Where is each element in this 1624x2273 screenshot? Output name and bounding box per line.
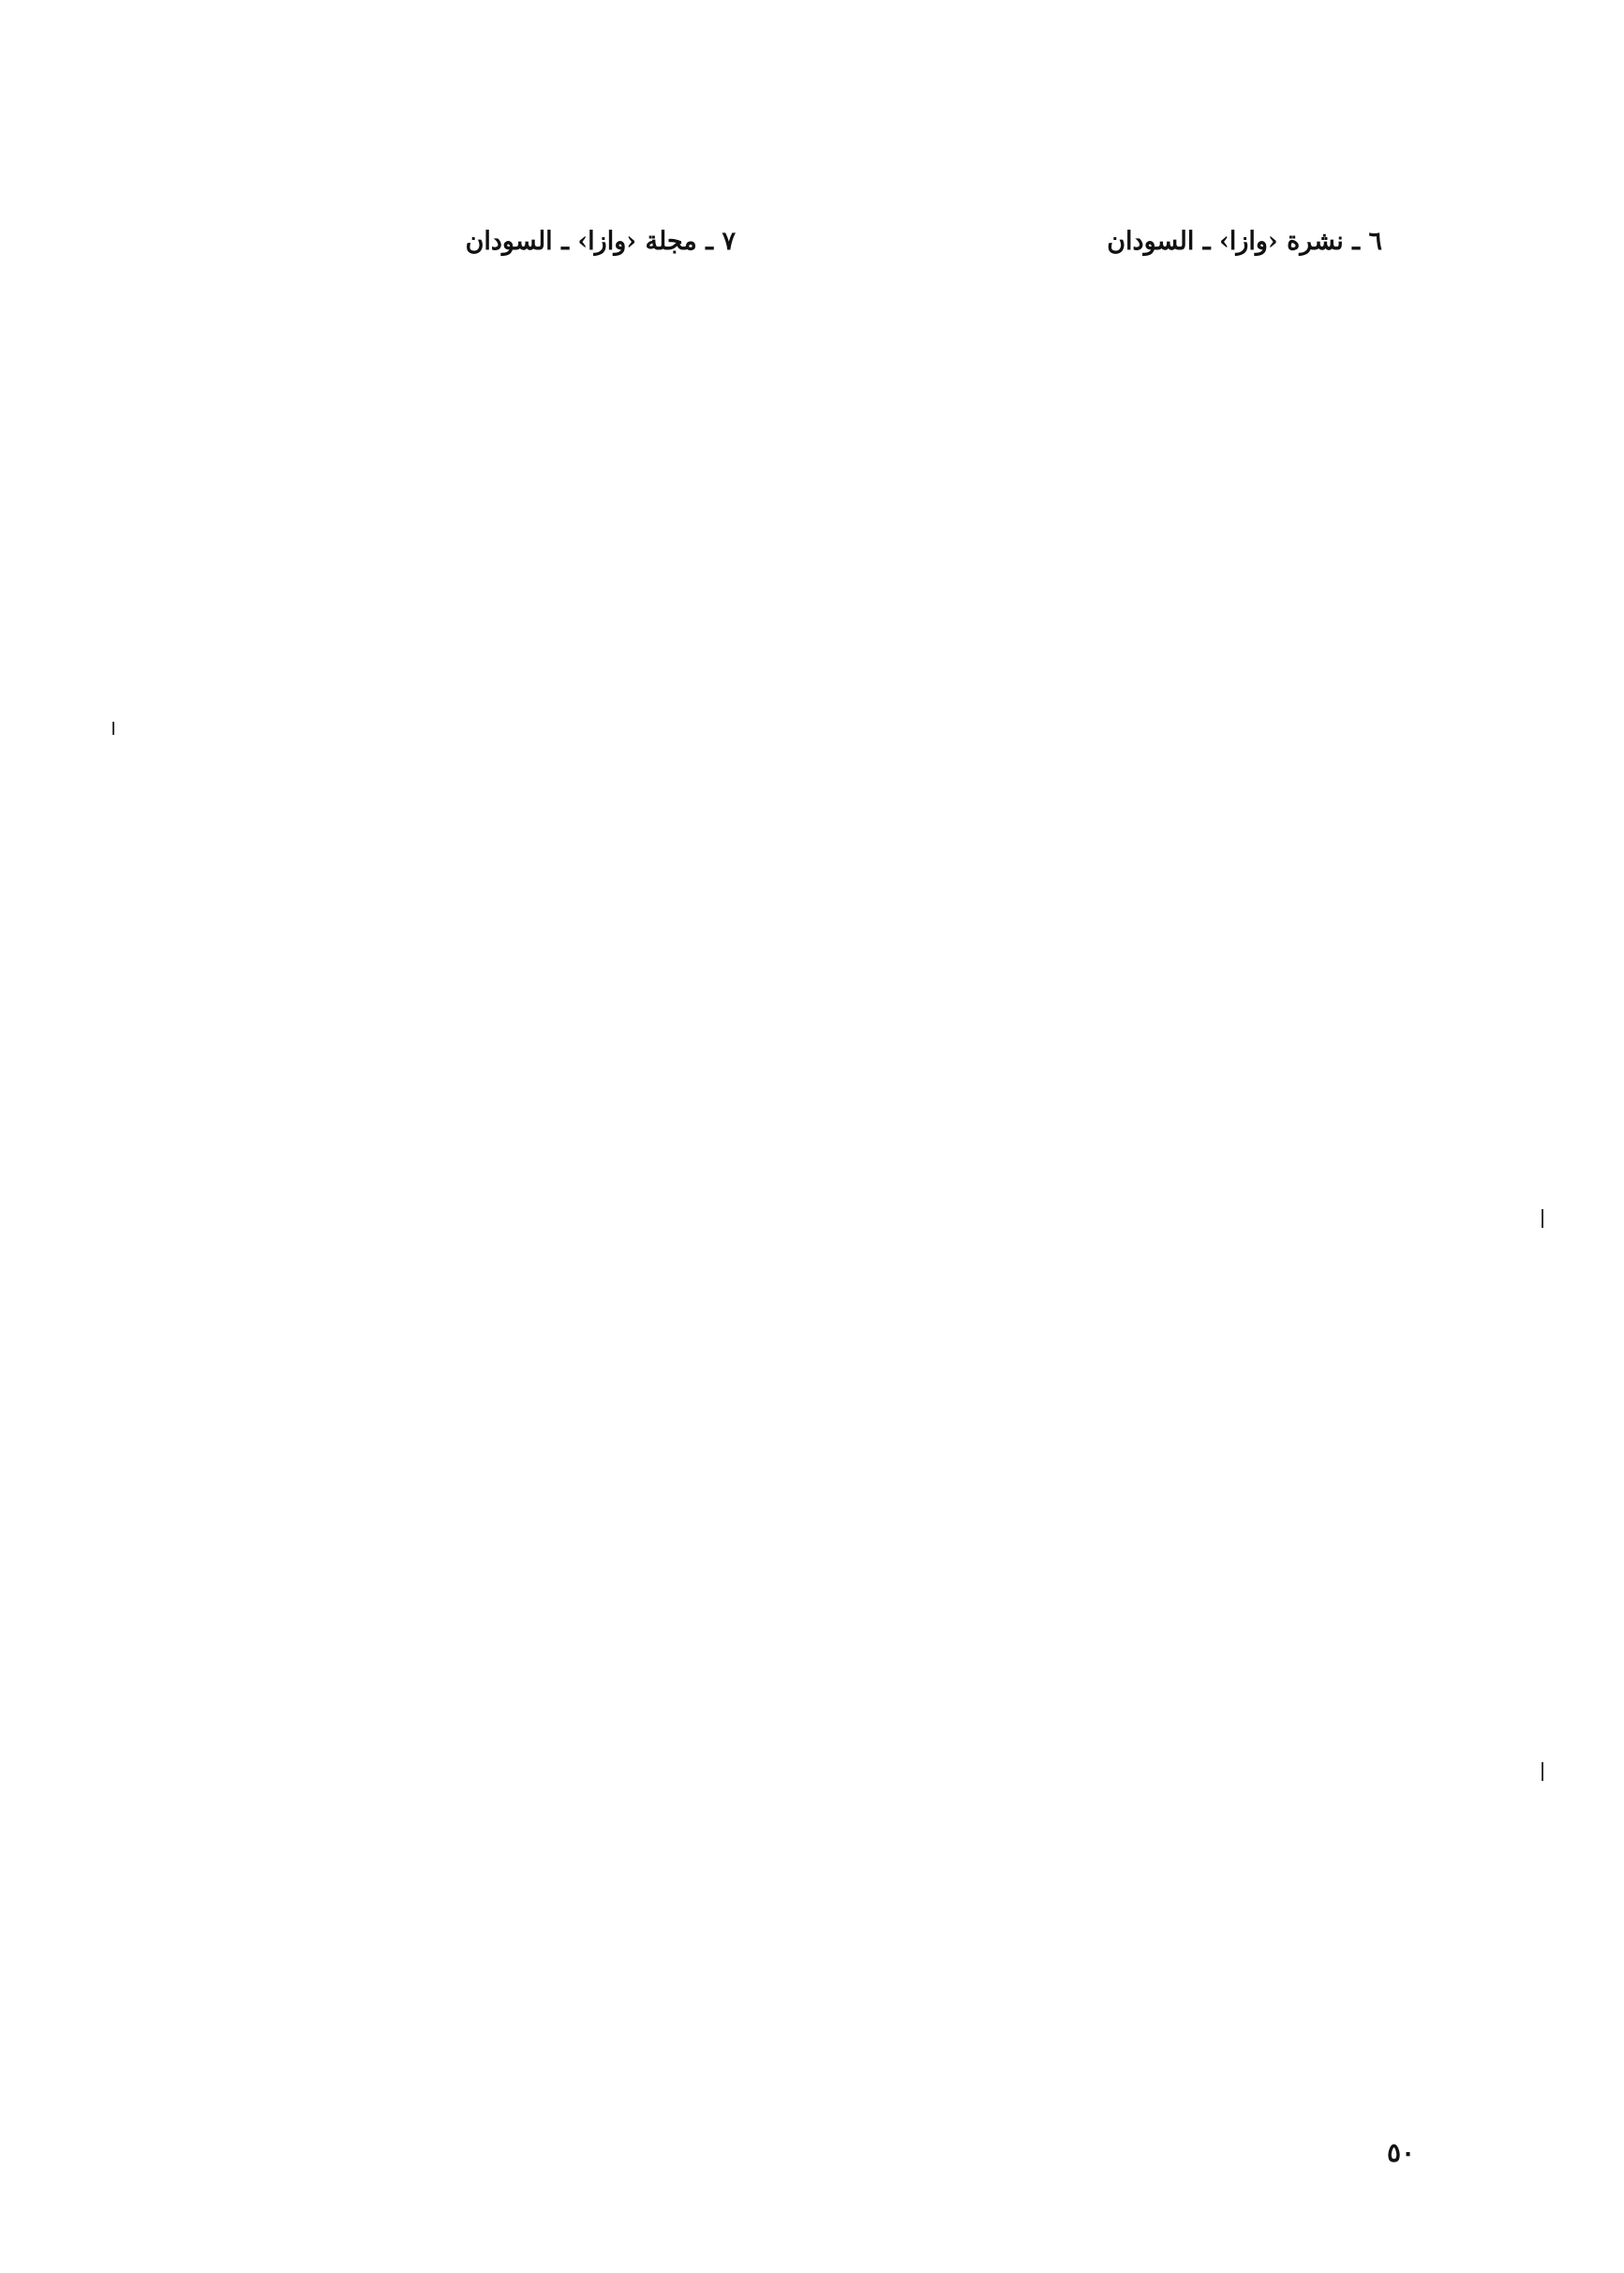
section-heading-6: ٦ ـ نشرة ‹وازا› ـ السودان bbox=[1107, 227, 1382, 256]
right-column bbox=[778, 192, 1382, 292]
scan-artifact-mark bbox=[1542, 1209, 1543, 1228]
section-heading-7: ٧ ـ مجلة ‹وازا› ـ السودان bbox=[465, 227, 736, 256]
left-column bbox=[131, 192, 736, 292]
page-number: ٥٠ bbox=[1387, 2137, 1416, 2168]
scan-artifact-mark bbox=[1542, 1762, 1543, 1781]
scan-artifact-mark bbox=[112, 722, 114, 735]
